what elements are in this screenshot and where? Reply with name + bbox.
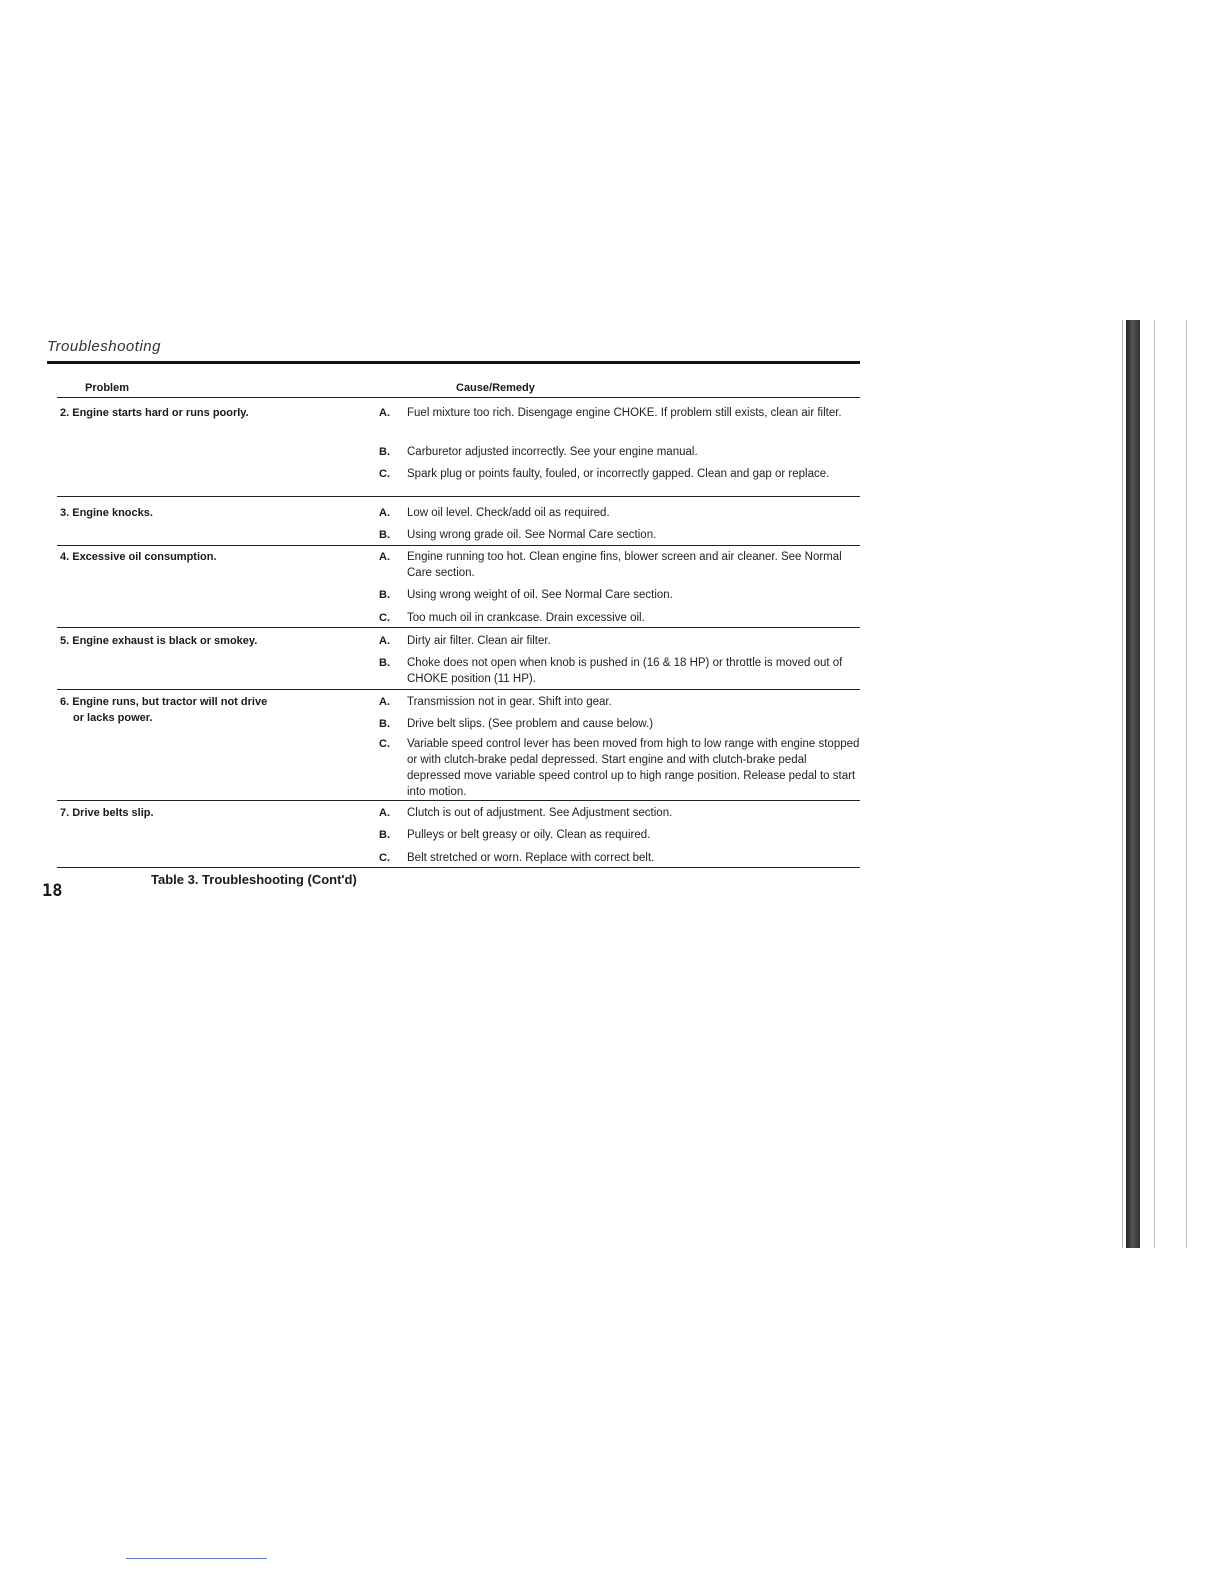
cause-letter: A. xyxy=(379,407,390,419)
cause-letter: C. xyxy=(379,738,390,750)
row-rule xyxy=(57,545,860,546)
cause-letter: B. xyxy=(379,718,390,730)
scan-edge-line xyxy=(1186,320,1187,1248)
column-header-cause-remedy: Cause/Remedy xyxy=(456,382,535,394)
row-rule xyxy=(57,800,860,801)
table-row xyxy=(57,505,860,546)
cause-text: Dirty air filter. Clean air filter. xyxy=(407,635,551,647)
cause-text: Drive belt slips. (See problem and cause below.) xyxy=(407,718,654,730)
cause-letter: B. xyxy=(379,589,390,601)
row-rule xyxy=(57,867,860,868)
problem-label: 2. Engine starts hard or runs poorly. xyxy=(60,407,249,419)
row-rule xyxy=(57,689,860,690)
cause-text: Pulleys or belt greasy or oily. Clean as required. xyxy=(407,829,651,841)
cause-text: Low oil level. Check/add oil as required. xyxy=(407,507,610,519)
cause-letter: B. xyxy=(379,829,390,841)
cause-text: Using wrong grade oil. See Normal Care section. xyxy=(407,529,657,541)
column-header-problem: Problem xyxy=(85,382,130,394)
cause-letter: C. xyxy=(379,468,390,480)
cause-text: Using wrong weight of oil. See Normal Care section. xyxy=(407,589,673,601)
cause-letter: A. xyxy=(379,551,390,563)
cause-text: Variable speed control lever has been moved from high to low range with engine stopped or with clutch-brake pedal depressed. Start engine and with clutch-brake pedal depressed move variable speed control up to high range position. Release pedal to start into motion. xyxy=(407,738,860,798)
page-number: 18 xyxy=(42,881,63,901)
header-rule xyxy=(57,397,860,398)
cause-letter: A. xyxy=(379,807,390,819)
cause-letter: C. xyxy=(379,852,390,864)
problem-label: 7. Drive belts slip. xyxy=(60,807,154,819)
cause-text: Carburetor adjusted incorrectly. See your engine manual. xyxy=(407,446,698,458)
table-row xyxy=(57,805,860,868)
cause-text: Clutch is out of adjustment. See Adjustment section. xyxy=(407,807,673,819)
cause-letter: A. xyxy=(379,635,390,647)
bottom-rule xyxy=(126,1558,267,1559)
cause-text: Fuel mixture too rich. Disengage engine CHOKE. If problem still exists, clean air filter. xyxy=(407,407,842,419)
table-row xyxy=(57,405,860,497)
cause-text: Spark plug or points faulty, fouled, or incorrectly gapped. Clean and gap or replace. xyxy=(407,468,830,480)
section-title: Troubleshooting xyxy=(47,338,161,355)
cause-text: Belt stretched or worn. Replace with correct belt. xyxy=(407,852,655,864)
top-rule xyxy=(47,361,860,364)
problem-label: 5. Engine exhaust is black or smokey. xyxy=(60,635,258,647)
table-row xyxy=(57,694,860,800)
cause-text: Transmission not in gear. Shift into gear. xyxy=(407,696,612,708)
table-row xyxy=(57,633,860,689)
cause-letter: A. xyxy=(379,696,390,708)
cause-letter: B. xyxy=(379,657,390,669)
problem-label: 6. Engine runs, but tractor will not drive or lacks power. xyxy=(60,696,268,724)
scan-edge-line xyxy=(1122,320,1123,1248)
cause-letter: C. xyxy=(379,612,390,624)
problem-label: 3. Engine knocks. xyxy=(60,507,153,519)
row-rule xyxy=(57,496,860,497)
scan-edge-bar xyxy=(1126,320,1140,1248)
cause-letter: B. xyxy=(379,446,390,458)
scan-edge-line xyxy=(1154,320,1155,1248)
cause-text: Engine running too hot. Clean engine fins, blower screen and air cleaner. See Normal Care section. xyxy=(407,551,842,579)
row-rule xyxy=(57,627,860,628)
cause-letter: B. xyxy=(379,529,390,541)
problem-label: 4. Excessive oil consumption. xyxy=(60,551,217,563)
cause-letter: A. xyxy=(379,507,390,519)
table-caption: Table 3. Troubleshooting (Cont'd) xyxy=(151,872,357,887)
cause-text: Choke does not open when knob is pushed in (16 & 18 HP) or throttle is moved out of CHOKE position (11 HP). xyxy=(407,657,843,685)
table-row xyxy=(57,549,860,627)
cause-text: Too much oil in crankcase. Drain excessive oil. xyxy=(407,612,645,624)
